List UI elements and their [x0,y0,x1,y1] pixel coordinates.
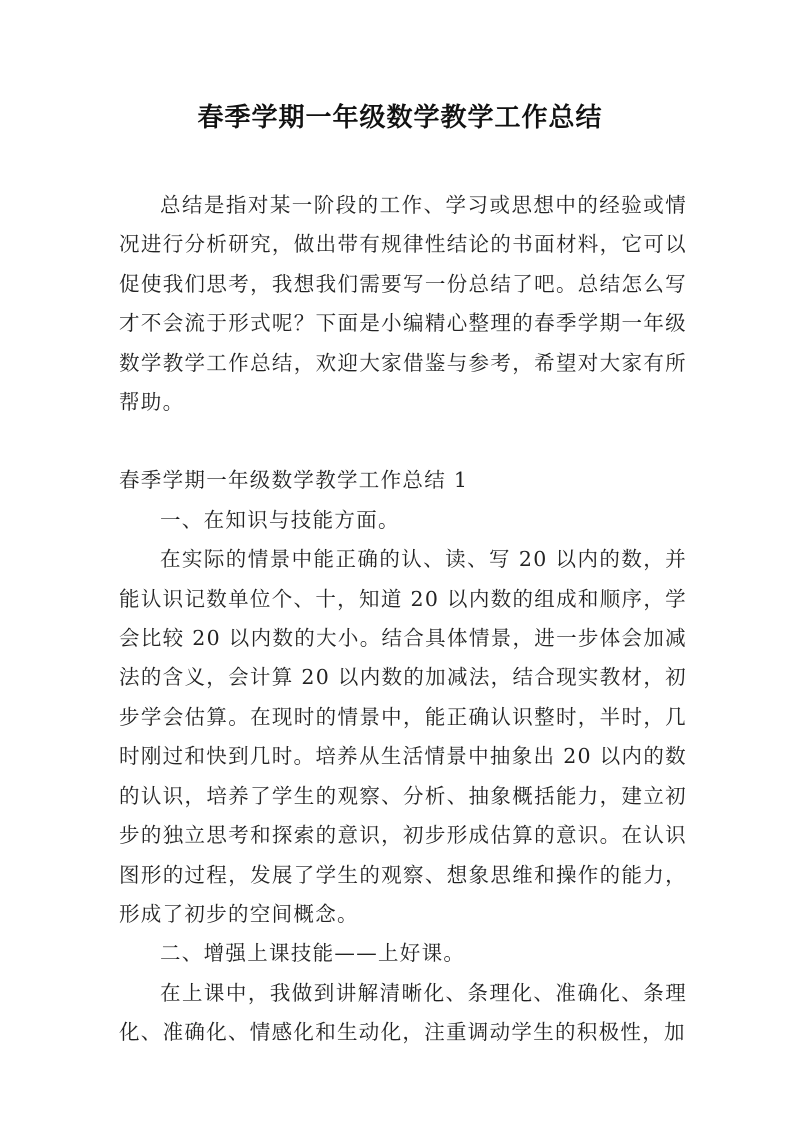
intro-paragraph: 总结是指对某一阶段的工作、学习或思想中的经验或情况进行分析研究，做出带有规律性结论的书面材料，它可以促使我们思考，我想我们需要写一份总结了吧。总结怎么写才不会流于形式呢？下面是小编精心整理的春季学期一年级数学教学工作总结，欢迎大家借鉴与参考，希望对大家有所帮助。 [119,193,687,415]
document-title: 春季学期一年级数学教学工作总结 [197,103,603,133]
subheading-class-skills: 二、增强上课技能——上好课。 [160,941,466,966]
paragraph-class-skills: 在上课中，我做到讲解清晰化、条理化、准确化、条理化、准确化、情感化和生动化，注重调动学生的积极性，加 [119,980,687,1045]
subheading-knowledge-skills: 一、在知识与技能方面。 [160,507,400,532]
paragraph-knowledge-skills: 在实际的情景中能正确的认、读、写 20 以内的数，并能认识记数单位个、十，知道 20 以内数的组成和顺序，学会比较 20 以内数的大小。结合具体情景，进一步体会加减法的含义，会计算 20 以内数的加减法，结合现实教材，初步学会估算。在现时的情景中，能正确认识整时，半时，几时刚过和快到几时。培养从生活情景中抽象出 20 以内的数的认识，培养了学生的观察、分析、抽象概括能力，建立初步的独立思考和探索的意识，初步形成估算的意识。在认识图形的过程，发展了学生的观察、想象思维和操作的能力，形成了初步的空间概念。 [119,547,687,926]
document-body [119,186,687,1053]
section-title: 春季学期一年级数学教学工作总结 1 [119,468,469,493]
